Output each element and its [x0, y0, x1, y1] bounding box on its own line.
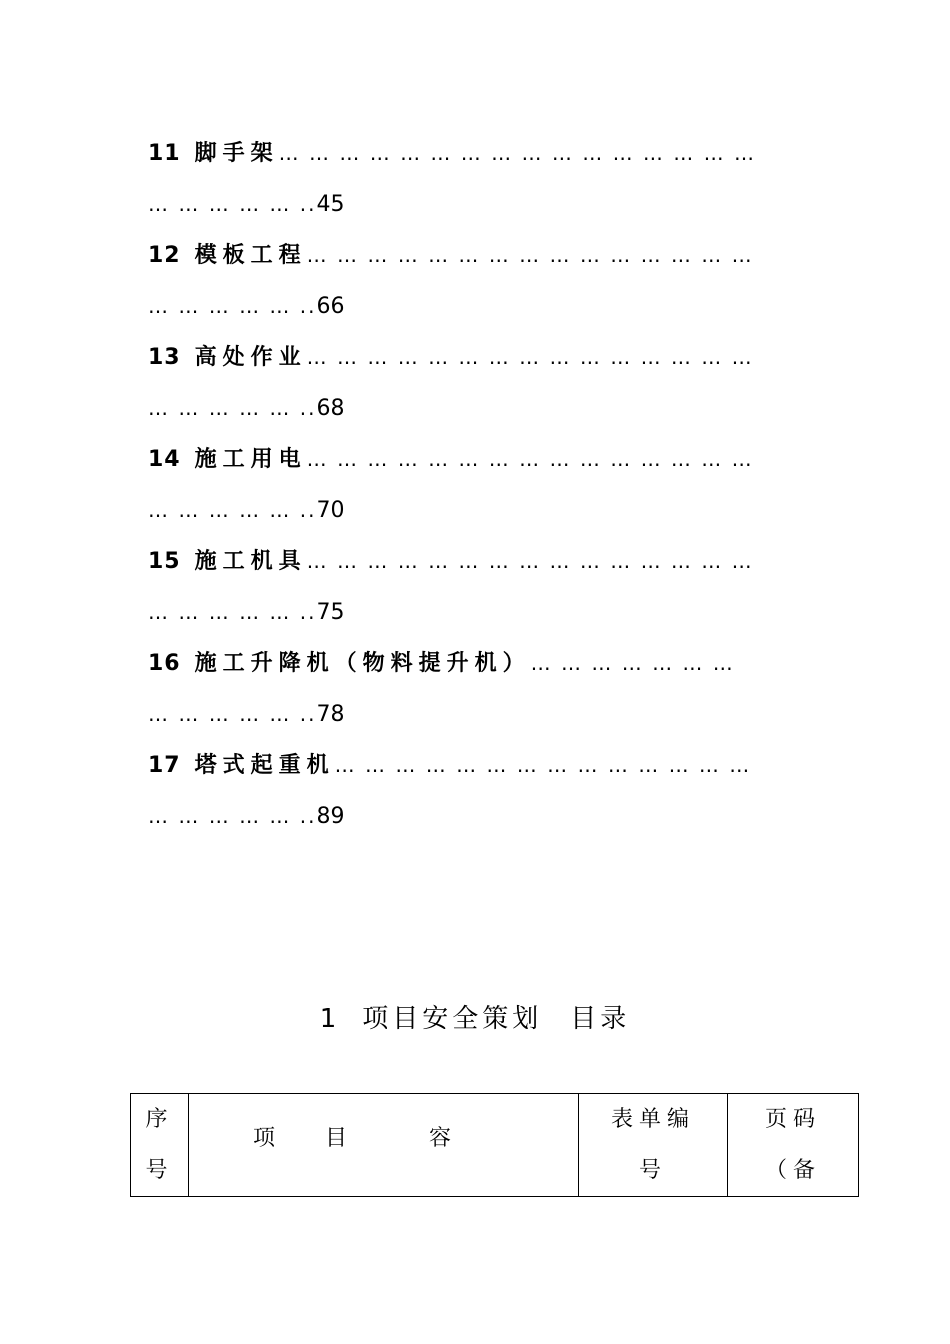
toc-leader-dots: … … … … … .. [148, 600, 317, 624]
section-number: 1 [319, 1004, 341, 1034]
toc-leader-dots: … … … … … .. [148, 804, 317, 828]
toc-page-number: 45 [316, 192, 345, 217]
toc-leader-dots: … … … … … … … … … … … … … … [334, 753, 752, 777]
toc-number: 12 [148, 243, 181, 268]
toc-page-number: 75 [316, 600, 345, 625]
toc-title: 模板工程 [194, 243, 307, 268]
header-cell-page: 页码 （备 [728, 1094, 859, 1197]
toc-entry-13[interactable] [148, 332, 828, 434]
toc-page-number: 66 [316, 294, 345, 319]
section-title-text: 项目安全策划 [362, 1004, 543, 1034]
header-cell-item: 项 目 容 [189, 1094, 579, 1197]
toc-entry-11[interactable] [148, 128, 828, 230]
section-heading [0, 998, 950, 1035]
table-of-contents [148, 128, 828, 842]
section-label: 目录 [570, 1004, 631, 1034]
toc-leader-dots: … … … … … .. [148, 294, 317, 318]
toc-title: 施工机具 [194, 549, 307, 574]
header-cell-form-code: 表单编 号 [579, 1094, 728, 1197]
toc-leader-dots: … … … … … … … … … … … … … … … [306, 549, 754, 573]
toc-entry-14[interactable] [148, 434, 828, 536]
toc-number: 11 [148, 141, 181, 166]
toc-entry-17[interactable] [148, 740, 828, 842]
toc-leader-dots: … … … … … … … … … … … … … … … [306, 345, 754, 369]
toc-title: 高处作业 [194, 345, 307, 370]
toc-page-number: 68 [316, 396, 345, 421]
header-cell-number: 序 号 [131, 1094, 189, 1197]
toc-entry-12[interactable] [148, 230, 828, 332]
toc-number: 15 [148, 549, 181, 574]
toc-number: 17 [148, 753, 181, 778]
toc-leader-dots: … … … … … … … … … … … … … … … [306, 243, 754, 267]
toc-number: 16 [148, 651, 181, 676]
toc-title: 脚手架 [194, 141, 279, 166]
toc-title: 施工升降机（物料提升机） [194, 651, 531, 676]
toc-title: 塔式起重机 [194, 753, 335, 778]
toc-leader-dots: … … … … … .. [148, 702, 317, 726]
toc-entry-16[interactable] [148, 638, 828, 740]
toc-leader-dots: … … … … … … … [530, 651, 735, 675]
toc-entry-15[interactable] [148, 536, 828, 638]
toc-title: 施工用电 [194, 447, 307, 472]
table-header-row [131, 1094, 859, 1197]
toc-leader-dots: … … … … … … … … … … … … … … … [306, 447, 754, 471]
toc-number: 14 [148, 447, 181, 472]
toc-page-number: 78 [316, 702, 345, 727]
index-table [130, 1093, 859, 1197]
toc-number: 13 [148, 345, 181, 370]
toc-leader-dots: … … … … … .. [148, 498, 317, 522]
toc-leader-dots: … … … … … … … … … … … … … … … … [278, 141, 757, 165]
toc-page-number: 70 [316, 498, 345, 523]
toc-page-number: 89 [316, 804, 345, 829]
toc-leader-dots: … … … … … .. [148, 192, 317, 216]
toc-leader-dots: … … … … … .. [148, 396, 317, 420]
